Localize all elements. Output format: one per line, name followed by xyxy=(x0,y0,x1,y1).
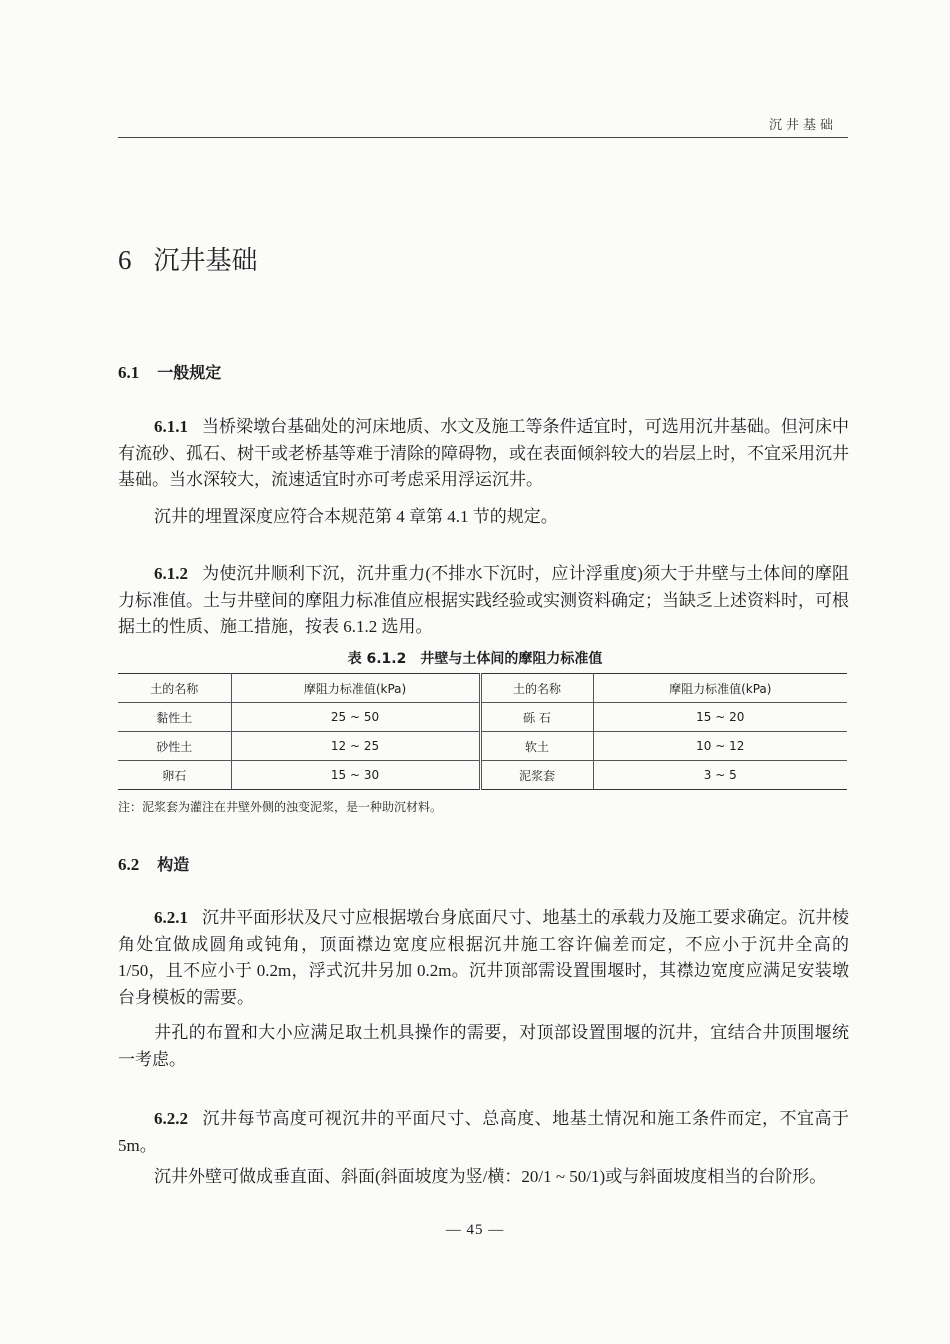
clause-number: 6.1.2 xyxy=(154,564,188,583)
section-number: 6.2 xyxy=(118,855,140,874)
table-cell: 黏性土 xyxy=(118,703,231,732)
header-friction-value: 摩阻力标准值(kPa) xyxy=(231,674,480,703)
section-title: 构造 xyxy=(157,855,190,874)
clause-6-1-2 xyxy=(118,561,849,641)
table-cell: 25 ~ 50 xyxy=(231,703,480,732)
table-cell: 3 ~ 5 xyxy=(593,761,847,790)
clause-text: 沉井平面形状及尺寸应根据墩台身底面尺寸、地基土的承载力及施工要求确定。沉井棱角处宜做成圆角或钝角，顶面襟边宽度应根据沉井施工容许偏差而定，不应小于沉井全高的 1/50，且不应小于 0.2m，浮式沉井另加 0.2m。沉井顶部需设置围堰时，其襟边宽度应满足安装墩台身模板的需要。 xyxy=(118,908,849,1007)
clause-text: 当桥梁墩台基础处的河床地质、水文及施工等条件适宜时，可选用沉井基础。但河床中有流砂、孤石、树干或老桥基等难于清除的障碍物，或在表面倾斜较大的岩层上时，不宜采用沉井基础。当水深较大，流速适宜时亦可考虑采用浮运沉井。 xyxy=(118,417,849,489)
chapter-number: 6 xyxy=(118,245,132,275)
table-row xyxy=(118,761,847,790)
table-row xyxy=(118,703,847,732)
section-number: 6.1 xyxy=(118,363,140,382)
table-cell: 15 ~ 30 xyxy=(231,761,480,790)
table-caption: 表 6.1.2 井壁与土体间的摩阻力标准值 xyxy=(347,651,603,667)
table-cell: 软土 xyxy=(480,732,593,761)
clause-number: 6.2.2 xyxy=(154,1109,188,1128)
clause-6-2-2 xyxy=(118,1106,849,1159)
section-heading-6-1 xyxy=(118,360,221,383)
table-cell: 卵石 xyxy=(162,768,187,783)
header-rule xyxy=(118,137,848,138)
table-note: 注：泥浆套为灌注在井壁外侧的浊变泥浆，是一种助沉材料。 xyxy=(118,800,443,814)
table-cell: 10 ~ 12 xyxy=(593,732,847,761)
table-row xyxy=(118,732,847,761)
clause-number: 6.2.1 xyxy=(154,908,188,927)
header-friction-value: 摩阻力标准值(kPa) xyxy=(593,674,847,703)
table-cell: 泥浆套 xyxy=(480,761,593,790)
clause-text: 沉井每节高度可视沉井的平面尺寸、总高度、地基土情况和施工条件而定，不宜高于 5m。 xyxy=(118,1109,849,1155)
table-cell: 15 ~ 20 xyxy=(593,703,847,732)
header-soil-name: 土的名称 xyxy=(118,674,231,703)
chapter-title xyxy=(118,240,258,277)
header-soil-name: 土的名称 xyxy=(480,674,593,703)
clause-text: 为使沉井顺利下沉，沉井重力(不排水下沉时，应计浮重度)须大于井壁与土体间的摩阻力标准值。土与井壁间的摩阻力标准值应根据实践经验或实测资料确定；当缺乏上述资料时，可根据土的性质、施工措施，按表 6.1.2 选用。 xyxy=(118,564,849,636)
clause-6-2-1 xyxy=(118,905,849,1011)
friction-table xyxy=(118,673,847,790)
running-header: 沉井基础 xyxy=(768,118,837,133)
clause-number: 6.1.1 xyxy=(154,417,188,436)
chapter-title-text: 沉井基础 xyxy=(153,246,258,276)
page-number: — 45 — xyxy=(445,1222,505,1238)
clause-6-2-1-para2: 井孔的布置和大小应满足取土机具操作的需要，对顶部设置围堰的沉井，宜结合井顶围堰统一考虑。 xyxy=(118,1023,849,1069)
table-header-row xyxy=(118,674,847,703)
section-title: 一般规定 xyxy=(157,363,222,382)
table-cell: 砂性土 xyxy=(118,732,231,761)
clause-6-2-2-para2: 沉井外壁可做成垂直面、斜面(斜面坡度为竖/横：20/1 ~ 50/1)或与斜面坡度相当的台阶形。 xyxy=(154,1167,827,1186)
clause-6-1-1-para2: 沉井的埋置深度应符合本规范第 4 章第 4.1 节的规定。 xyxy=(154,507,558,526)
section-heading-6-2 xyxy=(118,852,189,875)
clause-6-1-1 xyxy=(118,414,849,494)
table-cell: 12 ~ 25 xyxy=(231,732,480,761)
table-cell: 砾 石 xyxy=(480,703,593,732)
